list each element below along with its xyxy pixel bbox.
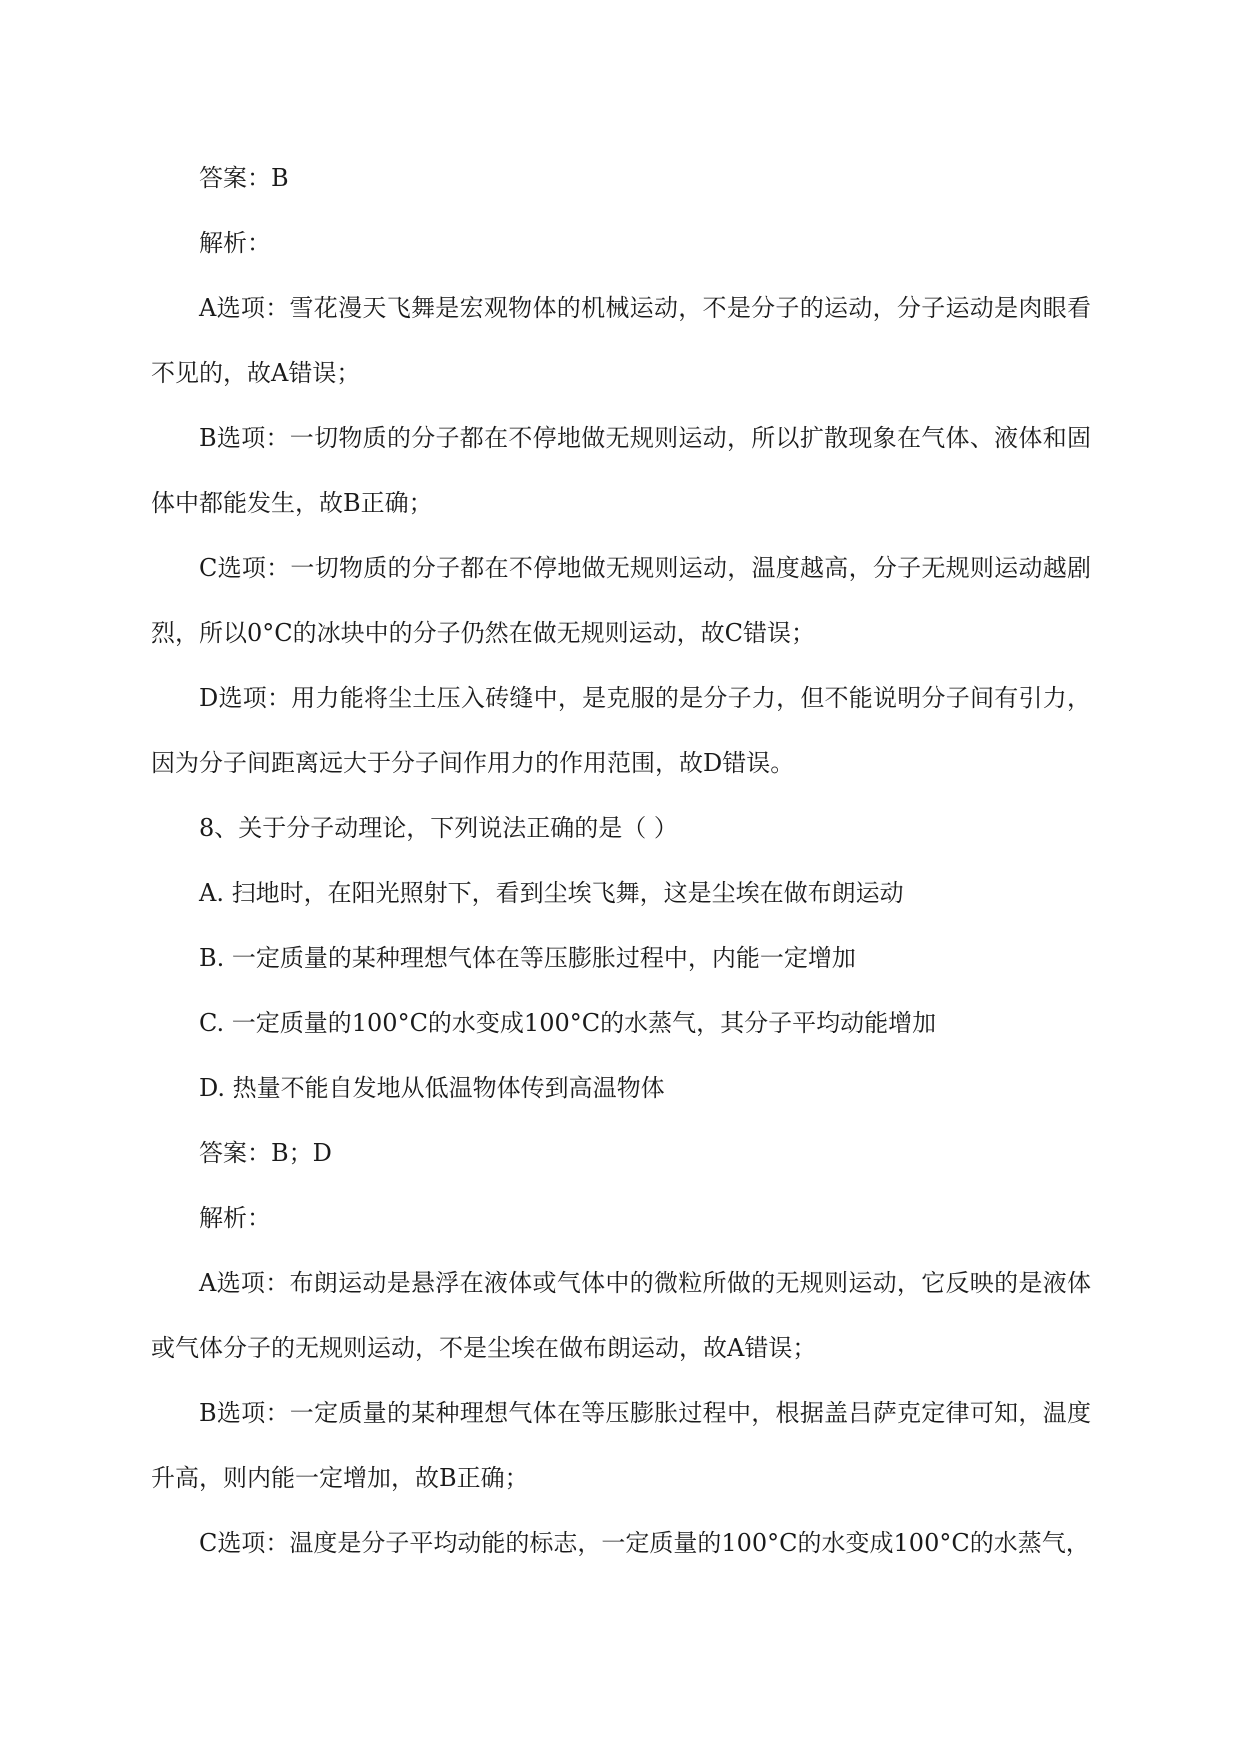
q8-analysis-label: 解析： [199,1204,271,1232]
q8-option-a: A. 扫地时，在阳光照射下，看到尘埃飞舞，这是尘埃在做布朗运动 [199,879,904,907]
q8-question: 8、关于分子动理论，下列说法正确的是（ ） [199,814,678,842]
document-page [151,146,1091,1576]
q7-answer: 答案：B [199,164,289,192]
q8-answer: 答案：B；D [199,1139,332,1167]
q8-analysis-option-a: A选项：布朗运动是悬浮在液体或气体中的微粒所做的无规则运动，它反映的是液体或气体分子的无规则运动，不是尘埃在做布朗运动，故A错误； [151,1269,1091,1362]
q7-analysis-option-a: A选项：雪花漫天飞舞是宏观物体的机械运动，不是分子的运动，分子运动是肉眼看不见的，故A错误； [151,294,1091,387]
q7-analysis-label: 解析： [199,229,271,257]
q8-analysis-option-c: C选项：温度是分子平均动能的标志，一定质量的100°C的水变成100°C的水蒸气， [199,1529,1090,1557]
q8-option-d: D. 热量不能自发地从低温物体传到高温物体 [199,1074,665,1102]
q7-analysis-option-b: B选项：一切物质的分子都在不停地做无规则运动，所以扩散现象在气体、液体和固体中都能发生，故B正确； [151,424,1091,517]
q7-analysis-option-d: D选项：用力能将尘土压入砖缝中，是克服的是分子力，但不能说明分子间有引力，因为分子间距离远大于分子间作用力的作用范围，故D错误。 [151,684,1091,777]
q8-option-c: C. 一定质量的100°C的水变成100°C的水蒸气，其分子平均动能增加 [199,1009,937,1037]
q8-option-b: B. 一定质量的某种理想气体在等压膨胀过程中，内能一定增加 [199,944,856,972]
q8-analysis-option-b: B选项：一定质量的某种理想气体在等压膨胀过程中，根据盖吕萨克定律可知，温度升高，则内能一定增加，故B正确； [151,1399,1091,1492]
q7-analysis-option-c: C选项：一切物质的分子都在不停地做无规则运动，温度越高，分子无规则运动越剧烈，所以0°C的冰块中的分子仍然在做无规则运动，故C错误； [151,554,1091,647]
